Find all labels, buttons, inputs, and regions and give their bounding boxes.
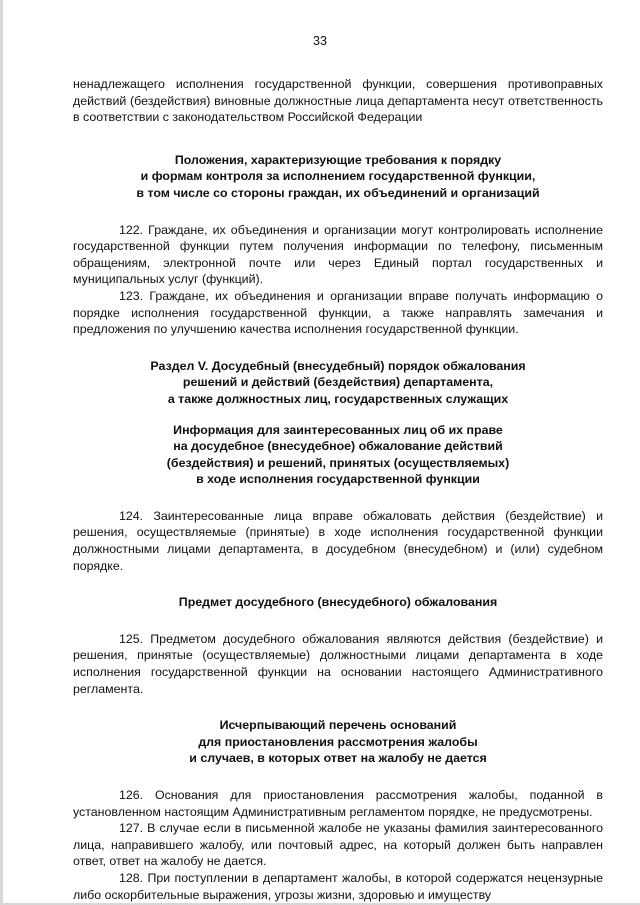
heading-subject-of-appeal: Предмет досудебного (внесудебного) обжалования [178,595,498,610]
paragraph-intro: ненадлежащего исполнения государственной функции, совершения противоправных действий (бездействия) виновные должностные лица департамента несут ответственность в соответствии с законодательством Российской Федерации [73,77,603,125]
heading-line: Информация для заинтересованных лиц об их праве [173,422,503,437]
heading-line: (бездействия) и решений, принятых (осуществляемых) [166,455,510,470]
paragraph-125: 125. Предметом досудебного обжалования являются действия (бездействие) и решения, принятые (осуществляемые) должностными лицами департамента в ходе исполнения государственной функции на основании настоящего Административного регламента. [73,631,603,696]
paragraph-123: 123. Граждане, их объединения и организации вправе получать информацию о порядке исполнения государственной функции, а также направлять замечания и предложения по улучшению качества исполнения государственной функции. [73,288,603,337]
heading-line: на досудебное (внесудебное) обжалование действий [173,439,503,454]
page-number: 33 [313,34,327,48]
heading-line: для приостановления рассмотрения жалобы [198,734,478,749]
paragraph-127: 127. В случае если в письменной жалобе не указаны фамилия заинтересованного лица, направившего жалобу, или почтовый адрес, на который должен быть направлен ответ, ответ на жалобу не дается. [73,821,603,869]
heading-line: в ходе исполнения государственной функции [196,472,480,487]
heading-line: а также должностных лиц, государственных служащих [167,391,509,406]
paragraph-128: 128. При поступлении в департамент жалобы, в которой содержатся нецензурные либо оскорбительные выражения, угрозы жизни, здоровью и имуществу [73,870,603,902]
scan-left-edge [0,0,3,905]
paragraph-126: 126. Основания для приостановления рассмотрения жалобы, поданной в установленном настоящим Административным регламентом порядке, не предусмотрены. [73,788,603,819]
heading-line: Раздел V. Досудебный (внесудебный) порядок обжалования [150,358,526,373]
paragraph-124: 124. Заинтересованные лица вправе обжаловать действия (бездействие) и решения, осуществляемые (принятые) в ходе исполнения государственной функции должностными лицами департамента, в досудебном (внесудебном) и (или) судебном порядке. [73,508,603,573]
heading-line: Исчерпывающий перечень оснований [219,718,457,733]
heading-line: и случаев, в которых ответ на жалобу не дается [189,751,487,766]
heading-line: в том числе со стороны граждан, их объединений и организаций [136,185,540,200]
heading-grounds-for-suspension [73,717,603,767]
document-body [73,76,603,903]
heading-section-v [73,358,603,408]
paragraph-122: 122. Граждане, их объединения и организации могут контролировать исполнение государственной функции путем получения информации по телефону, письменным обращениям, электронной почте или через Единый портал государственных и муниципальных услуг (функций). [73,222,603,287]
heading-control-provisions [73,152,603,202]
heading-information-for-interested-parties [73,422,603,488]
heading-line: решений и действий (бездействия) департамента, [182,375,494,390]
heading-line: Положения, характеризующие требования к порядку [174,152,502,167]
heading-line: и формам контроля за исполнением государственной функции, [140,169,536,184]
